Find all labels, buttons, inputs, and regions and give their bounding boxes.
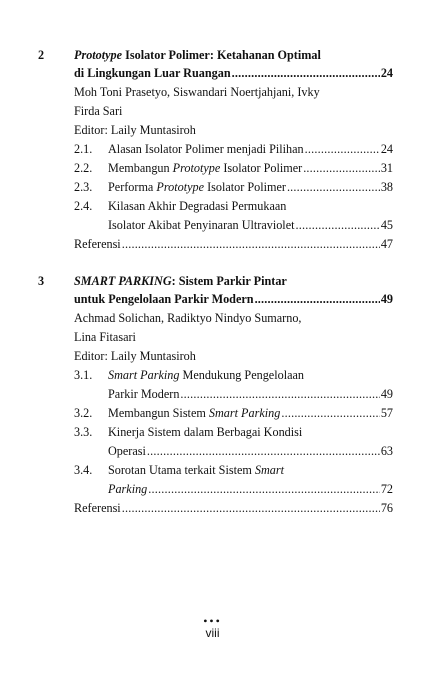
section-2-2-title-post: Isolator Polimer bbox=[220, 161, 303, 175]
section-3-2-title bbox=[108, 405, 280, 422]
chapter-2-title-italic: Prototype bbox=[74, 48, 123, 62]
section-2-1-page: 24 bbox=[380, 142, 393, 156]
chapter-2-references-page: 47 bbox=[380, 237, 393, 251]
chapter-3-title-line1 bbox=[74, 273, 287, 290]
chapter-2-title-entry[interactable] bbox=[74, 65, 393, 82]
leader-dots bbox=[255, 291, 380, 308]
section-3-4-title-pre: Sorotan Utama terkait Sistem bbox=[108, 463, 255, 477]
section-3-3-page: 63 bbox=[380, 444, 393, 458]
section-3-3-title-line1: Kinerja Sistem dalam Berbagai Kondisi bbox=[108, 425, 303, 439]
section-2-2-title bbox=[108, 160, 302, 177]
chapter-2-authors-line1: Moh Toni Prasetyo, Siswandari Noertjahjani, Ivky bbox=[74, 85, 320, 99]
section-3-2-page: 57 bbox=[380, 406, 393, 420]
section-2-4-title-line1: Kilasan Akhir Degradasi Permukaan bbox=[108, 199, 287, 213]
chapter-3-title-italic: SMART PARKING bbox=[74, 274, 172, 288]
section-2-1-title: Alasan Isolator Polimer menjadi Pilihan bbox=[108, 142, 304, 156]
leader-dots bbox=[281, 405, 379, 422]
chapter-2-authors-line2: Firda Sari bbox=[74, 104, 123, 118]
section-2-3-number: 2.3. bbox=[74, 180, 93, 194]
chapter-3-editor: Editor: Laily Muntasiroh bbox=[74, 349, 196, 363]
leader-dots bbox=[180, 386, 379, 403]
chapter-3-references-label: Referensi bbox=[74, 501, 121, 515]
page-number: viii bbox=[205, 626, 220, 640]
chapter-3-authors-line2: Lina Fitasari bbox=[74, 330, 136, 344]
section-2-2-title-italic: Prototype bbox=[172, 161, 221, 175]
section-3-1-title-line1 bbox=[108, 367, 304, 384]
section-3-4-page: 72 bbox=[380, 482, 393, 496]
chapter-3-number: 3 bbox=[38, 274, 45, 288]
section-3-4-title-italic: Smart bbox=[254, 463, 285, 477]
section-3-4-title-line1 bbox=[108, 462, 284, 479]
chapter-3-title-entry[interactable] bbox=[74, 291, 393, 308]
section-2-3-title-post: Isolator Polimer bbox=[204, 180, 286, 194]
leader-dots bbox=[122, 500, 380, 517]
section-3-4-entry[interactable] bbox=[108, 481, 393, 498]
section-2-4-page: 45 bbox=[380, 218, 393, 232]
leader-dots bbox=[122, 236, 380, 253]
chapter-2-title-line2: di Lingkungan Luar Ruangan bbox=[74, 66, 231, 80]
section-2-3-title-italic: Prototype bbox=[156, 180, 205, 194]
section-2-3-title bbox=[108, 179, 286, 196]
section-2-2-page: 31 bbox=[380, 161, 393, 175]
chapter-2-editor: Editor: Laily Muntasiroh bbox=[74, 123, 196, 137]
section-3-1-title-line2: Parkir Modern bbox=[108, 387, 180, 401]
chapter-3-title-rest: : Sistem Parkir Pintar bbox=[171, 274, 287, 288]
section-3-1-title-post: Mendukung Pengelolaan bbox=[179, 368, 304, 382]
section-3-2-title-pre: Membangun Sistem bbox=[108, 406, 209, 420]
section-3-3-title-line2: Operasi bbox=[108, 444, 146, 458]
section-3-2-number: 3.2. bbox=[74, 406, 93, 420]
chapter-2-references-label: Referensi bbox=[74, 237, 121, 251]
chapter-2-number: 2 bbox=[38, 48, 45, 62]
leader-dots bbox=[232, 65, 380, 82]
chapter-2-title-line1 bbox=[74, 47, 321, 64]
chapter-3-references-page: 76 bbox=[380, 501, 393, 515]
section-3-1-page: 49 bbox=[380, 387, 393, 401]
leader-dots bbox=[287, 179, 380, 196]
section-2-4-title-line2: Isolator Akibat Penyinaran Ultraviolet bbox=[108, 218, 295, 232]
section-2-3-title-pre: Performa bbox=[108, 180, 157, 194]
section-3-2-title-italic: Smart Parking bbox=[208, 406, 281, 420]
chapter-2-page: 24 bbox=[380, 66, 393, 80]
section-2-2-title-pre: Membangun bbox=[108, 161, 173, 175]
section-3-3-entry[interactable] bbox=[108, 443, 393, 460]
chapter-3-title-line2: untuk Pengelolaan Parkir Modern bbox=[74, 292, 254, 306]
section-2-3-entry[interactable] bbox=[108, 179, 393, 196]
chapter-3-references-entry[interactable] bbox=[74, 500, 393, 517]
section-3-1-number: 3.1. bbox=[74, 368, 93, 382]
leader-dots bbox=[148, 481, 380, 498]
section-2-4-number: 2.4. bbox=[74, 199, 93, 213]
section-2-3-page: 38 bbox=[380, 180, 393, 194]
chapter-3-authors-line1: Achmad Solichan, Radiktyo Nindyo Sumarno, bbox=[74, 311, 302, 325]
section-2-2-number: 2.2. bbox=[74, 161, 93, 175]
leader-dots bbox=[147, 443, 380, 460]
section-3-3-number: 3.3. bbox=[74, 425, 93, 439]
section-2-1-number: 2.1. bbox=[74, 142, 93, 156]
section-3-1-entry[interactable] bbox=[108, 386, 393, 403]
chapter-2-references-entry[interactable] bbox=[74, 236, 393, 253]
leader-dots bbox=[296, 217, 380, 234]
leader-dots bbox=[305, 141, 380, 158]
section-3-1-title-italic: Smart Parking bbox=[108, 368, 180, 382]
section-3-2-entry[interactable] bbox=[108, 405, 393, 422]
chapter-3-page: 49 bbox=[380, 292, 393, 306]
section-3-4-number: 3.4. bbox=[74, 463, 93, 477]
section-3-4-title-line2: Parking bbox=[108, 482, 148, 496]
leader-dots bbox=[303, 160, 380, 177]
footer-ornament: ••• bbox=[203, 614, 222, 628]
section-2-1-entry[interactable] bbox=[108, 141, 393, 158]
chapter-2-title-rest: Isolator Polimer: Ketahanan Optimal bbox=[122, 48, 321, 62]
section-2-4-entry[interactable] bbox=[108, 217, 393, 234]
section-2-2-entry[interactable] bbox=[108, 160, 393, 177]
